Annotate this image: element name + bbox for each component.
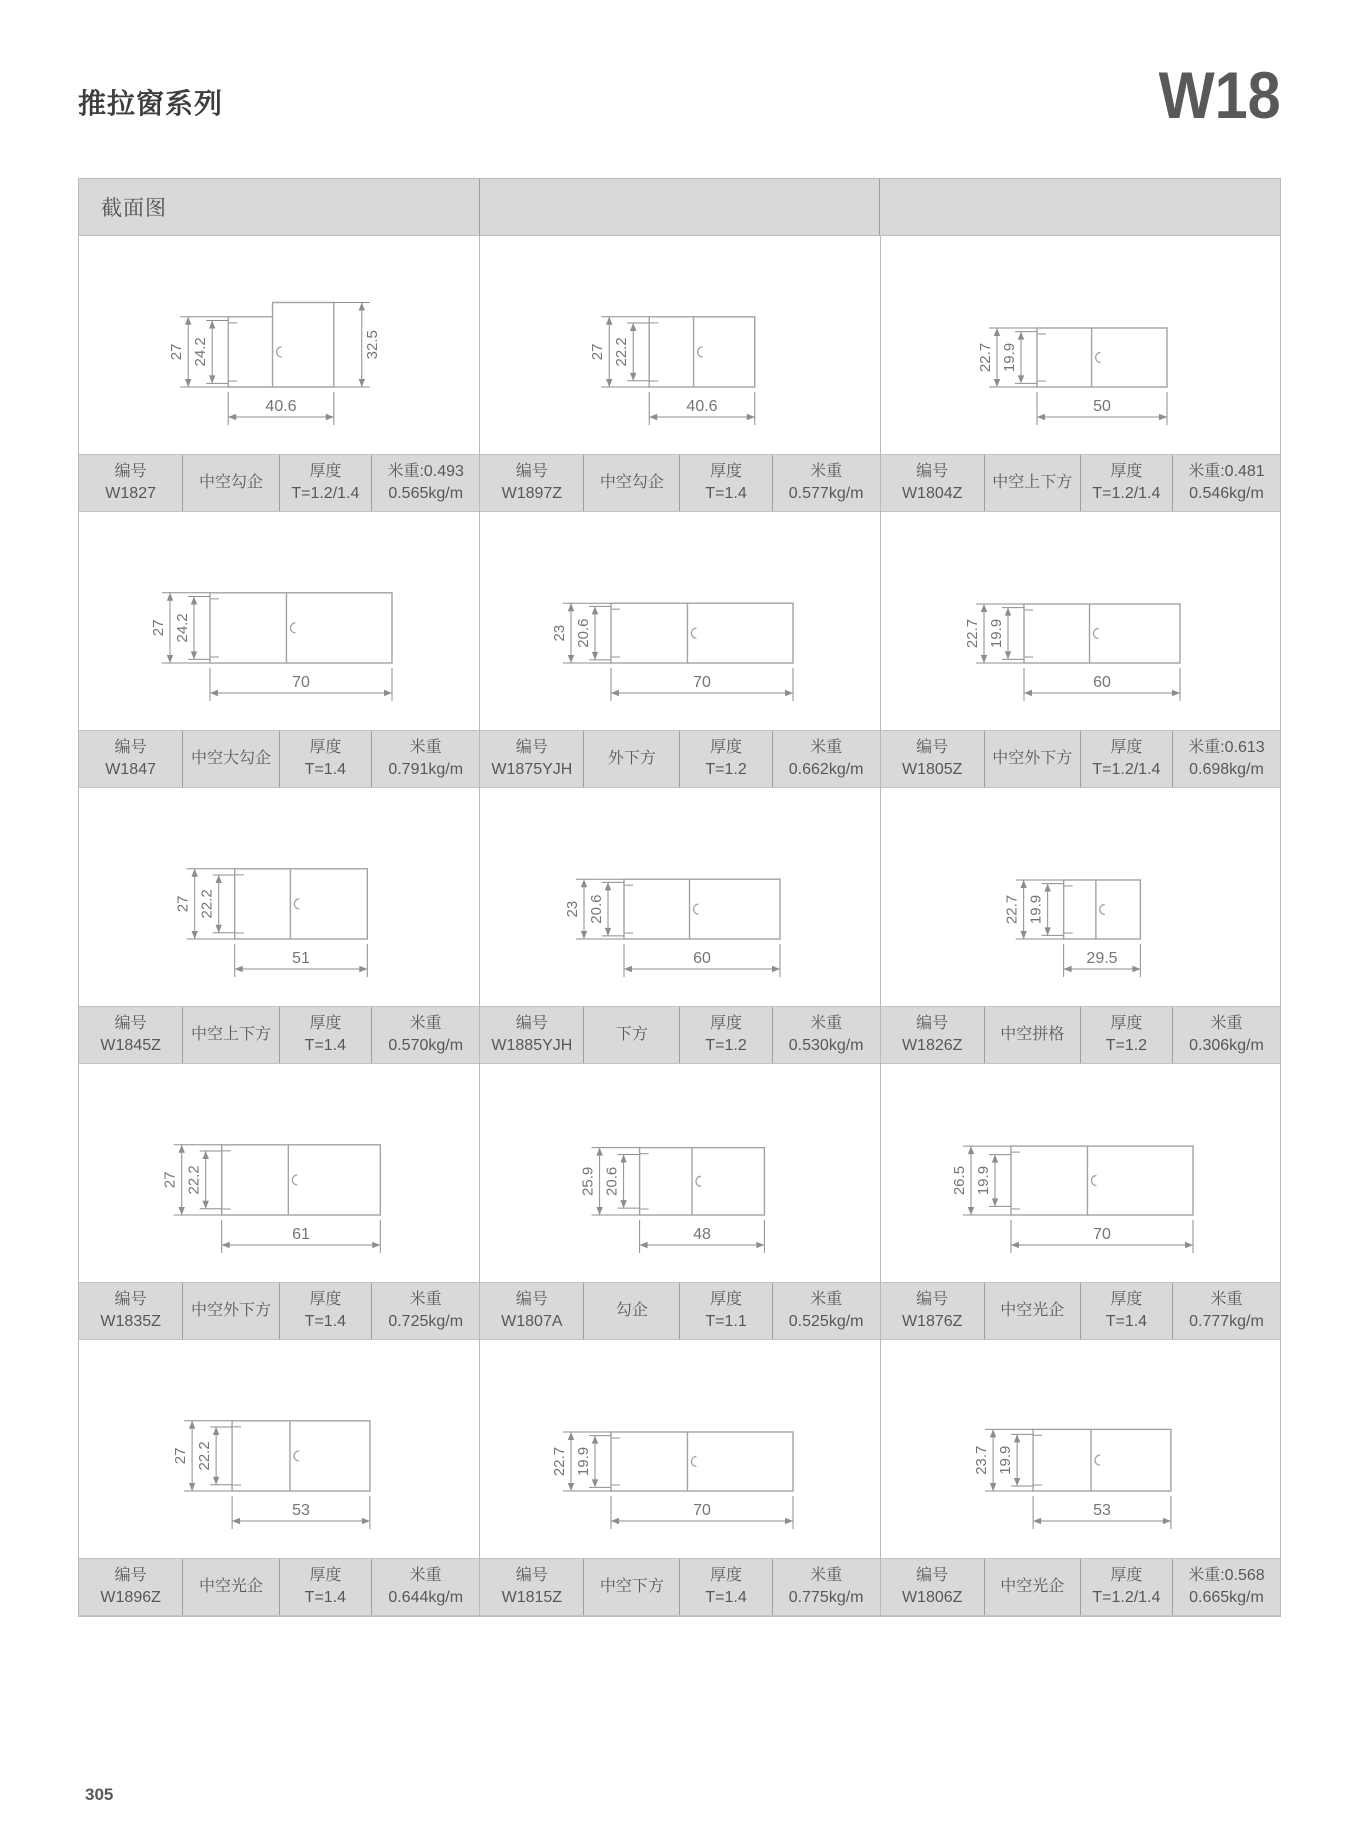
profile-drawing	[881, 1064, 1280, 1282]
thickness-value: T=1.4	[705, 1589, 747, 1606]
svg-text:22.2: 22.2	[613, 337, 631, 367]
thickness-value: T=1.4	[304, 1313, 347, 1330]
svg-text:50: 50	[1093, 398, 1112, 415]
profile-drawing	[480, 512, 879, 730]
series-title: 推拉窗系列	[78, 88, 224, 119]
thickness-label: 厚度	[309, 1015, 342, 1033]
svg-text:27: 27	[174, 895, 192, 913]
profile-svg	[884, 791, 1276, 1003]
thickness-label: 厚度	[1110, 1291, 1143, 1309]
profile-svg	[484, 791, 876, 1003]
thickness-label: 厚度	[1110, 739, 1143, 757]
svg-text:23: 23	[550, 624, 568, 642]
thickness-label: 厚度	[710, 1015, 743, 1033]
profile-infobar	[480, 1282, 879, 1340]
code-label: 编号	[515, 1567, 548, 1585]
profile-cell	[479, 1340, 879, 1616]
profile-drawing	[480, 1340, 879, 1558]
weight-label: 米重	[409, 739, 442, 757]
profile-name: 勾企	[615, 1302, 648, 1320]
svg-text:27: 27	[150, 619, 168, 637]
weight-value: 0.565kg/m	[388, 485, 464, 502]
profile-name: 中空大勾企	[190, 750, 271, 768]
table-row	[79, 236, 1280, 512]
svg-text:70: 70	[292, 674, 311, 691]
profile-infobar	[881, 1558, 1280, 1616]
weight-value: 0.698kg/m	[1189, 761, 1264, 778]
weight-label: 米重	[810, 739, 843, 757]
table-header-cell	[879, 179, 1280, 235]
table-row	[79, 1340, 1280, 1616]
thickness-value: T=1.2	[705, 761, 747, 778]
weight-label: 米重	[810, 1015, 843, 1033]
profile-cell	[880, 512, 1280, 788]
code-label: 编号	[114, 463, 147, 481]
profile-drawing	[480, 788, 879, 1006]
profile-cell	[79, 512, 479, 788]
svg-text:22.2: 22.2	[185, 1165, 203, 1195]
code-label: 编号	[114, 1015, 147, 1033]
profile-cell	[479, 1064, 879, 1340]
profile-svg	[884, 515, 1276, 727]
code-label: 编号	[916, 1015, 949, 1033]
code-label: 编号	[916, 1567, 949, 1585]
profile-code: W1815Z	[501, 1589, 563, 1606]
profile-svg	[83, 239, 475, 451]
svg-text:48: 48	[693, 1226, 711, 1243]
table-header-cell	[479, 179, 880, 235]
weight-label: 米重:0.568	[1188, 1567, 1265, 1585]
profile-name: 下方	[615, 1026, 648, 1044]
weight-label: 米重	[409, 1567, 442, 1585]
profile-svg	[884, 1067, 1276, 1279]
profile-code: W1827	[105, 485, 156, 502]
thickness-value: T=1.4	[705, 485, 747, 502]
profile-infobar	[881, 730, 1280, 788]
profile-drawing	[79, 512, 479, 730]
thickness-label: 厚度	[309, 1567, 342, 1585]
thickness-value: T=1.1	[705, 1313, 747, 1330]
profile-name: 中空光企	[1000, 1302, 1065, 1320]
table-row	[79, 512, 1280, 788]
profile-infobar	[881, 1006, 1280, 1064]
svg-text:22.7: 22.7	[964, 618, 982, 649]
profile-cell	[79, 1340, 479, 1616]
thickness-value: T=1.2/1.4	[1092, 485, 1161, 502]
profile-svg	[484, 1343, 876, 1555]
svg-text:53: 53	[292, 1502, 311, 1519]
svg-text:19.9: 19.9	[975, 1165, 993, 1196]
weight-label: 米重	[810, 1291, 843, 1309]
thickness-label: 厚度	[1110, 1567, 1143, 1585]
profile-svg	[83, 515, 475, 727]
profile-cell	[79, 1064, 479, 1340]
profile-svg	[484, 1067, 876, 1279]
profile-drawing	[480, 236, 879, 454]
svg-text:19.9: 19.9	[1027, 894, 1045, 925]
thickness-value: T=1.2	[705, 1037, 747, 1054]
svg-text:60: 60	[693, 950, 711, 967]
profile-name: 中空下方	[599, 1578, 664, 1596]
profile-cell	[880, 236, 1280, 512]
weight-value: 0.570kg/m	[388, 1037, 464, 1054]
code-label: 编号	[114, 1567, 147, 1585]
thickness-label: 厚度	[309, 739, 342, 757]
profile-drawing	[881, 236, 1280, 454]
profile-code: W1805Z	[901, 761, 963, 778]
weight-value: 0.665kg/m	[1189, 1589, 1264, 1606]
svg-text:26.5: 26.5	[951, 1165, 969, 1196]
profile-infobar	[480, 1558, 879, 1616]
svg-text:24.2: 24.2	[174, 613, 192, 643]
profile-name: 外下方	[607, 750, 656, 768]
weight-value: 0.791kg/m	[388, 761, 464, 778]
profile-drawing	[881, 788, 1280, 1006]
profile-infobar	[79, 1006, 479, 1064]
svg-text:19.9: 19.9	[988, 618, 1006, 649]
profile-cell	[880, 788, 1280, 1064]
code-label: 编号	[515, 1015, 548, 1033]
svg-text:29.5: 29.5	[1086, 950, 1118, 967]
svg-text:27: 27	[168, 343, 186, 361]
profile-code: W1897Z	[501, 485, 563, 502]
svg-text:27: 27	[589, 343, 607, 361]
weight-value: 0.777kg/m	[1189, 1313, 1264, 1330]
weight-value: 0.725kg/m	[388, 1313, 464, 1330]
thickness-value: T=1.4	[304, 1037, 347, 1054]
thickness-value: T=1.2/1.4	[1092, 761, 1161, 778]
thickness-label: 厚度	[710, 1291, 743, 1309]
table-row	[79, 788, 1280, 1064]
profile-code: W1804Z	[901, 485, 963, 502]
thickness-value: T=1.4	[304, 1589, 347, 1606]
thickness-label: 厚度	[309, 1291, 342, 1309]
profile-code: W1885YJH	[491, 1037, 573, 1054]
svg-text:27: 27	[172, 1447, 190, 1465]
code-label: 编号	[916, 463, 949, 481]
weight-value: 0.644kg/m	[388, 1589, 464, 1606]
svg-text:70: 70	[1093, 1226, 1112, 1243]
svg-text:22.2: 22.2	[196, 1441, 214, 1471]
profile-code: W1875YJH	[491, 761, 573, 778]
table-header-cell	[79, 179, 479, 235]
weight-label: 米重:0.613	[1188, 739, 1265, 757]
weight-value: 0.775kg/m	[788, 1589, 864, 1606]
svg-text:19.9: 19.9	[574, 1446, 592, 1477]
svg-text:25.9: 25.9	[579, 1166, 597, 1196]
thickness-label: 厚度	[710, 739, 743, 757]
profile-drawing	[881, 1340, 1280, 1558]
table-row	[79, 1064, 1280, 1340]
code-label: 编号	[515, 739, 548, 757]
weight-value: 0.525kg/m	[788, 1313, 864, 1330]
svg-text:22.7: 22.7	[977, 342, 995, 373]
profile-name: 中空上下方	[992, 474, 1073, 492]
svg-text:40.6: 40.6	[686, 398, 718, 415]
weight-value: 0.530kg/m	[788, 1037, 864, 1054]
thickness-value: T=1.2/1.4	[1092, 1589, 1161, 1606]
weight-value: 0.662kg/m	[788, 761, 864, 778]
thickness-value: T=1.2/1.4	[291, 485, 360, 502]
thickness-value: T=1.2	[1105, 1037, 1148, 1054]
profile-drawing	[79, 1340, 479, 1558]
thickness-label: 厚度	[1110, 463, 1143, 481]
profile-cell	[880, 1064, 1280, 1340]
profile-infobar	[480, 1006, 879, 1064]
profile-infobar	[881, 1282, 1280, 1340]
code-label: 编号	[515, 1291, 548, 1309]
weight-label: 米重	[409, 1291, 442, 1309]
profile-table	[78, 178, 1281, 1617]
svg-text:61: 61	[292, 1226, 311, 1243]
profile-cell	[479, 788, 879, 1064]
svg-text:20.6: 20.6	[574, 618, 592, 648]
svg-text:20.6: 20.6	[603, 1166, 621, 1196]
svg-text:51: 51	[292, 950, 311, 967]
svg-text:53: 53	[1093, 1502, 1112, 1519]
profile-cell	[79, 788, 479, 1064]
profile-name: 中空光企	[1000, 1578, 1065, 1596]
profile-name: 中空外下方	[190, 1302, 271, 1320]
profile-code: W1807A	[501, 1313, 563, 1330]
svg-text:32.5: 32.5	[363, 330, 381, 360]
weight-value: 0.546kg/m	[1189, 485, 1264, 502]
series-code: W18	[1158, 58, 1281, 132]
code-label: 编号	[515, 463, 548, 481]
profile-code: W1826Z	[901, 1037, 963, 1054]
thickness-label: 厚度	[1110, 1015, 1143, 1033]
page-header	[78, 58, 1281, 158]
svg-text:19.9: 19.9	[997, 1445, 1015, 1475]
svg-text:19.9: 19.9	[1001, 342, 1019, 373]
weight-label: 米重	[1210, 1291, 1243, 1309]
svg-text:23: 23	[563, 900, 581, 918]
profile-drawing	[79, 1064, 479, 1282]
profile-svg	[484, 239, 876, 451]
svg-text:70: 70	[693, 674, 711, 691]
profile-code: W1896Z	[100, 1589, 161, 1606]
profile-infobar	[79, 730, 479, 788]
svg-text:20.6: 20.6	[587, 894, 605, 924]
weight-label: 米重	[1210, 1015, 1243, 1033]
svg-text:70: 70	[693, 1502, 711, 1519]
svg-text:24.2: 24.2	[192, 337, 210, 367]
profile-code: W1835Z	[100, 1313, 161, 1330]
profile-drawing	[79, 788, 479, 1006]
svg-text:40.6: 40.6	[265, 398, 297, 415]
profile-name: 中空光企	[198, 1578, 263, 1596]
profile-code: W1847	[105, 761, 156, 778]
profile-infobar	[79, 1558, 479, 1616]
thickness-label: 厚度	[309, 463, 342, 481]
profile-code: W1806Z	[901, 1589, 963, 1606]
svg-text:23.7: 23.7	[973, 1445, 991, 1475]
profile-svg	[83, 791, 475, 1003]
weight-label: 米重:0.493	[387, 463, 464, 481]
profile-name: 中空勾企	[198, 474, 263, 492]
profile-cell	[79, 236, 479, 512]
thickness-label: 厚度	[710, 463, 743, 481]
code-label: 编号	[916, 1291, 949, 1309]
thickness-label: 厚度	[710, 1567, 743, 1585]
profile-name: 中空勾企	[599, 474, 664, 492]
svg-text:22.7: 22.7	[550, 1446, 568, 1477]
weight-label: 米重:0.481	[1188, 463, 1265, 481]
profile-svg	[83, 1343, 475, 1555]
table-header-row	[79, 179, 1280, 236]
profile-infobar	[480, 730, 879, 788]
weight-value: 0.306kg/m	[1189, 1037, 1264, 1054]
svg-text:22.7: 22.7	[1003, 894, 1021, 925]
weight-label: 米重	[409, 1015, 442, 1033]
profile-name: 中空拼格	[1000, 1026, 1065, 1044]
profile-drawing	[480, 1064, 879, 1282]
weight-value: 0.577kg/m	[788, 485, 864, 502]
profile-drawing	[79, 236, 479, 454]
profile-code: W1845Z	[100, 1037, 161, 1054]
svg-text:27: 27	[161, 1171, 179, 1189]
weight-label: 米重	[810, 463, 843, 481]
code-label: 编号	[114, 1291, 147, 1309]
thickness-value: T=1.4	[1105, 1313, 1148, 1330]
profile-svg	[484, 515, 876, 727]
profile-infobar	[79, 1282, 479, 1340]
profile-svg	[884, 1343, 1276, 1555]
svg-text:60: 60	[1093, 674, 1112, 691]
profile-cell	[479, 512, 879, 788]
svg-text:22.2: 22.2	[198, 889, 216, 919]
code-label: 编号	[114, 739, 147, 757]
profile-code: W1876Z	[901, 1313, 963, 1330]
profile-svg	[884, 239, 1276, 451]
page-number: 305	[85, 1785, 114, 1804]
profile-name: 中空外下方	[992, 750, 1073, 768]
profile-infobar	[79, 454, 479, 512]
weight-label: 米重	[810, 1567, 843, 1585]
section-header-label: 截面图	[101, 197, 167, 220]
code-label: 编号	[916, 739, 949, 757]
profile-infobar	[480, 454, 879, 512]
profile-drawing	[881, 512, 1280, 730]
profile-cell	[479, 236, 879, 512]
profile-infobar	[881, 454, 1280, 512]
profile-svg	[83, 1067, 475, 1279]
profile-cell	[880, 1340, 1280, 1616]
profile-name: 中空上下方	[190, 1026, 271, 1044]
thickness-value: T=1.4	[304, 761, 347, 778]
